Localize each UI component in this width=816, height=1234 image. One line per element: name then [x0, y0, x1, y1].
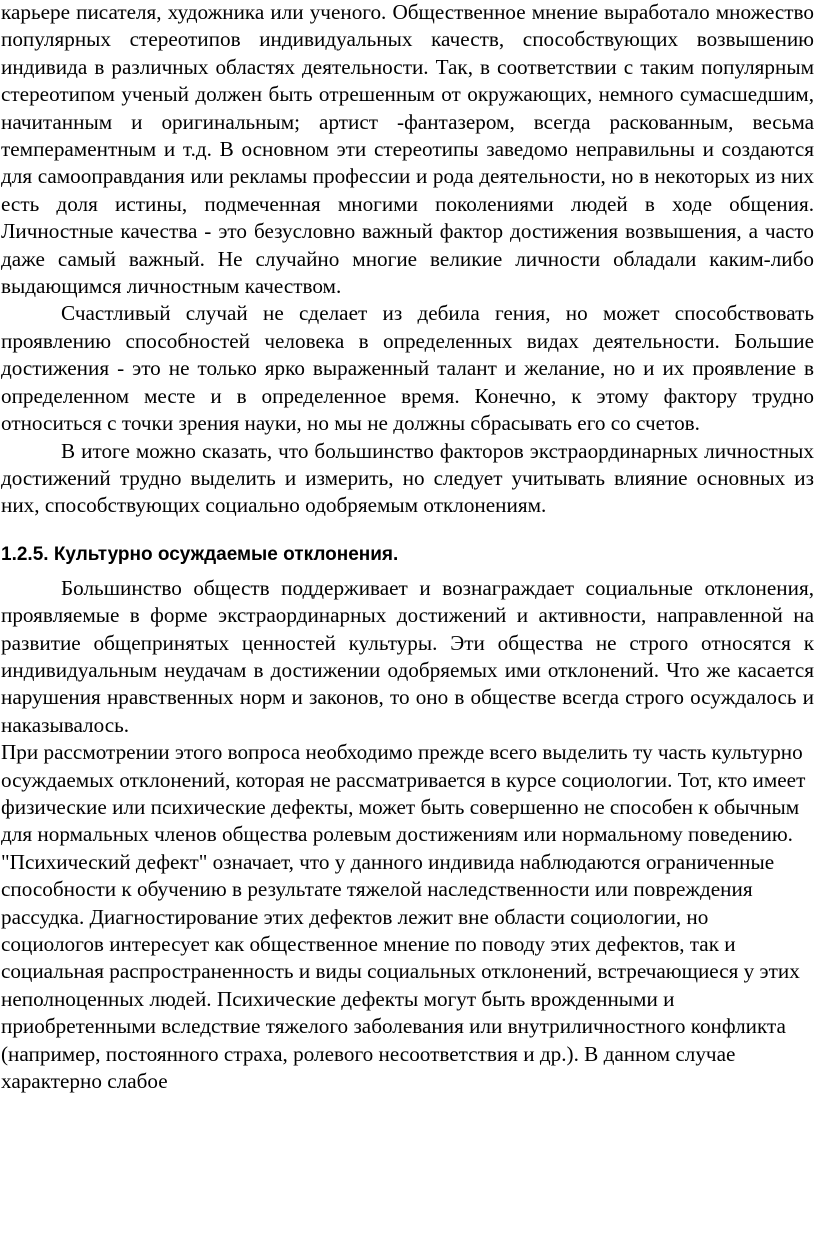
- paragraph-defects: При рассмотрении этого вопроса необходимо прежде всего выделить ту часть культурно осуждаемых отклонений, которая не рассматривается в курсе социологии. Тот, кто имеет физические или психические дефекты, может быть совершенно не способен к обычным для нормальных членов общества ролевым достижениям или нормальному поведению. "Психический дефект" означает, что у данного индивида наблюдаются ограниченные способности к обучению в результате тяжелой наследственности или повреждения рассудка. Диагностирование этих дефектов лежит вне области социологии, но социологов интересует как общественное мнение по поводу этих дефектов, так и социальная распространенность и виды социальных отклонений, встречающиеся у этих неполноценных людей. Психические дефекты могут быть врожденными и приобретенными вследствие тяжелого заболевания или внутриличностного конфликта (например, постоянного страха, ролевого несоответствия и др.). В данном случае характерно слабое: [1, 740, 806, 1094]
- paragraph-conclusion: В итоге можно сказать, что большинство факторов экстраординарных личностных достижений трудно выделить и измерить, но следует учитывать влияние основных из них, способствующих социально одобряемым отклонениям.: [1, 438, 814, 518]
- paragraph-lucky-chance: Счастливый случай не сделает из дебила гения, но может способствовать проявлению способностей человека в определенных видах деятельности. Большие достижения - это не только ярко выраженный талант и желание, но и их проявление в определенном месте и в определенное время. Конечно, к этому фактору трудно относиться с точки зрения науки, но мы не должны сбрасывать его со счетов.: [1, 301, 814, 436]
- section-heading: 1.2.5. Культурно осуждаемые отклонения.: [1, 543, 399, 565]
- paragraph-continuation: карьере писателя, художника или ученого. Общественное мнение выработало множество популярных стереотипов индивидуальных качеств, способствующих возвышению индивида в различных областях деятельности. Так, в соответствии с таким популярным стереотипом ученый должен быть отрешенным от окружающих, немного сумасшедшим, начитанным и оригинальным; артист -фантазером, всегда раскованным, весьма темпераментным и т.д. В основном эти стереотипы заведомо неправильны и создаются для самооправдания или рекламы профессии и рода деятельности, но в некоторых из них есть доля истины, подмеченная многими поколениями людей в ходе общения. Личностные качества - это безусловно важный фактор достижения возвышения, а часто даже самый важный. Не случайно многие великие личности обладали каким-либо выдающимся личностным качеством.: [1, 0, 814, 299]
- paragraph-societies: Большинство обществ поддерживает и вознаграждает социальные отклонения, проявляемые в форме экстраординарных достижений и активности, направленной на развитие общепринятых ценностей культуры. Эти общества не строго относятся к индивидуальным неудачам в достижении одобряемых ими отклонений. Что же касается нарушения нравственных норм и законов, то оно в обществе всегда строго осуждалось и наказывалось.: [1, 575, 814, 737]
